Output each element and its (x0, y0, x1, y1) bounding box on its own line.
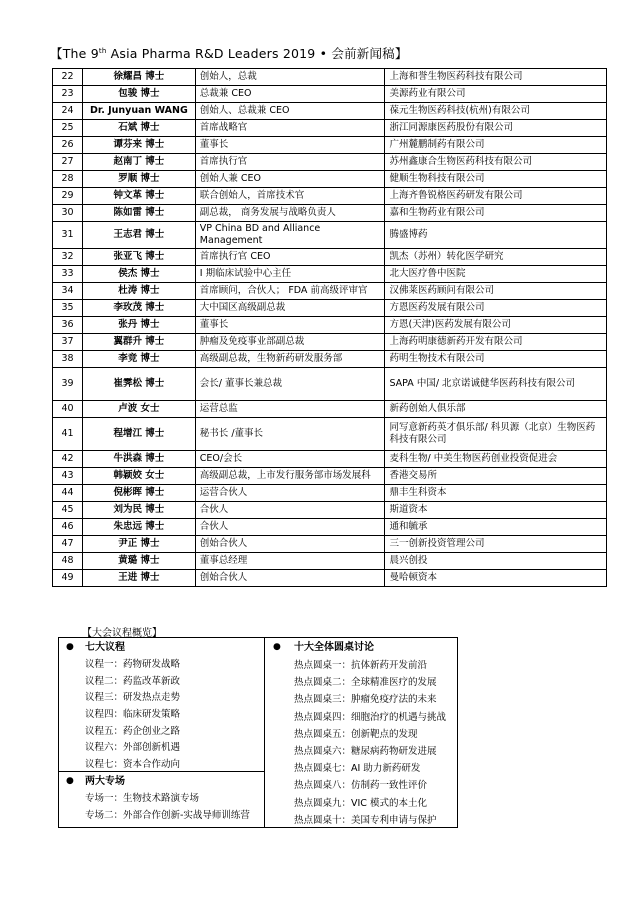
agenda-right-column (265, 638, 457, 827)
table-row (53, 502, 607, 519)
row-number: 49 (53, 570, 83, 587)
table-row (53, 300, 607, 317)
table-row (53, 570, 607, 587)
attendee-title: 大中国区高级副总裁 (195, 300, 385, 317)
attendee-name: Dr. Junyuan WANG (82, 103, 195, 120)
attendee-name: 倪彬晖 博士 (82, 485, 195, 502)
row-number: 43 (53, 468, 83, 485)
attendee-title: 创始人、总裁兼 CEO (195, 103, 385, 120)
attendee-organization: 广州麓鹏制药有限公司 (385, 137, 607, 154)
attendee-name: 朱忠远 博士 (82, 519, 195, 536)
row-number: 48 (53, 553, 83, 570)
row-number: 37 (53, 334, 83, 351)
roundtable-item: 热点圆桌七：AI 助力新药研发 (294, 763, 421, 775)
sessions-block (59, 771, 265, 824)
attendee-title: 总裁兼 CEO (195, 86, 385, 103)
attendee-title: I 期临床试验中心主任 (195, 266, 385, 283)
attendee-name: 刘为民 博士 (82, 502, 195, 519)
page-header (50, 44, 408, 62)
table-row (53, 120, 607, 137)
attendee-name: 杜涛 博士 (82, 283, 195, 300)
row-number: 40 (53, 401, 83, 418)
attendee-organization: 晨兴创投 (385, 553, 607, 570)
attendee-organization: 嘉和生物药业有限公司 (385, 205, 607, 222)
attendee-name: 牛洪森 博士 (82, 451, 195, 468)
table-row (53, 451, 607, 468)
table-row (53, 171, 607, 188)
roundtable-item: 热点圆桌二：全球精准医疗的发展 (294, 677, 437, 689)
sessions-heading (59, 772, 265, 791)
attendee-name: 陈如雷 博士 (82, 205, 195, 222)
attendee-title: CEO/会长 (195, 451, 385, 468)
roundtable-item: 热点圆桌一：抗体新药开发前沿 (294, 660, 428, 671)
table-row (53, 86, 607, 103)
bullet-icon: ● (66, 776, 74, 786)
bullet-icon: ● (273, 642, 281, 652)
row-number: 31 (53, 222, 83, 249)
attendee-organization: 上海和誉生物医药科技有限公司 (385, 69, 607, 86)
roundtable-item: 热点圆桌十：美国专利申请与保护 (294, 814, 437, 826)
table-row (53, 351, 607, 368)
attendee-name: 黄璐 博士 (82, 553, 195, 570)
attendee-organization: 凯杰（苏州）转化医学研究 (385, 249, 607, 266)
table-row (53, 154, 607, 171)
row-number: 41 (53, 418, 83, 451)
row-number: 42 (53, 451, 83, 468)
row-number: 35 (53, 300, 83, 317)
row-number: 23 (53, 86, 83, 103)
attendee-name: 徐耀昌 博士 (82, 69, 195, 86)
attendee-title: 董事长 (195, 137, 385, 154)
row-number: 26 (53, 137, 83, 154)
attendee-organization: 美源药业有限公司 (385, 86, 607, 103)
attendee-name: 侯杰 博士 (82, 266, 195, 283)
attendee-title: 合伙人 (195, 519, 385, 536)
attendee-name: 尹正 博士 (82, 536, 195, 553)
roundtable-item: 热点圆桌三：肿瘤免疫疗法的未来 (294, 694, 437, 706)
bullet-icon: ● (66, 642, 74, 652)
attendee-name: 张亚飞 博士 (82, 249, 195, 266)
roundtable-item: 热点圆桌八：仿制药一致性评价 (294, 780, 428, 792)
agenda-caption: 【大会议程概览】 (82, 628, 162, 639)
attendee-title: 肿瘤及免疫事业部副总裁 (195, 334, 385, 351)
sessions-list (59, 791, 265, 824)
attendee-name: 王进 博士 (82, 570, 195, 587)
table-row (53, 334, 607, 351)
attendee-organization: 腾盛博药 (385, 222, 607, 249)
attendee-title: 秘书长 /董事长 (195, 418, 385, 451)
attendee-title: 运营总监 (195, 401, 385, 418)
row-number: 44 (53, 485, 83, 502)
row-number: 32 (53, 249, 83, 266)
attendee-organization: 方恩(天津)医药发展有限公司 (385, 317, 607, 334)
roundtable-item: 热点圆桌六：糖尿病药物研发进展 (294, 745, 437, 757)
row-number: 39 (53, 368, 83, 401)
attendee-title: 董事总经理 (195, 553, 385, 570)
attendee-title: 首席顾问，合伙人； FDA 前高级评审官 (195, 283, 385, 300)
attendee-title: 首席执行官 (195, 154, 385, 171)
attendee-organization: 葆元生物医药科技(杭州)有限公司 (385, 103, 607, 120)
row-number: 33 (53, 266, 83, 283)
row-number: 28 (53, 171, 83, 188)
table-row (53, 418, 607, 451)
issue-item: 议程三：研发热点走势 (85, 692, 181, 704)
attendee-organization: 鼎丰生科资本 (385, 485, 607, 502)
attendee-title: 创始合伙人 (195, 536, 385, 553)
table-row (53, 536, 607, 553)
attendee-title: 联合创始人，首席技术官 (195, 188, 385, 205)
issue-item: 议程六：外部创新机遇 (85, 742, 181, 754)
attendee-title: 创始合伙人 (195, 570, 385, 587)
attendee-organization: 通和毓承 (385, 519, 607, 536)
attendee-organization: 方恩医药发展有限公司 (385, 300, 607, 317)
table-row (53, 222, 607, 249)
header-prefix: 【The 9 (50, 46, 99, 61)
attendee-title: 会长/ 董事长兼总裁 (195, 368, 385, 401)
attendee-organization: 同写意新药英才俱乐部/ 科贝源（北京）生物医药科技有限公司 (385, 418, 607, 451)
table-row (53, 401, 607, 418)
issue-item: 议程七：资本合作动向 (85, 759, 181, 771)
attendee-name: 谭芬来 博士 (82, 137, 195, 154)
attendee-organization: 苏州鑫康合生物医药科技有限公司 (385, 154, 607, 171)
table-row (53, 485, 607, 502)
attendee-organization: 药明生物技术有限公司 (385, 351, 607, 368)
sessions-title: 两大专场 (85, 776, 125, 787)
attendee-name: 程增江 博士 (82, 418, 195, 451)
roundtable-item: 热点圆桌九：VIC 模式的本土化 (294, 797, 427, 809)
attendee-title: 首席执行官 CEO (195, 249, 385, 266)
attendee-organization: 健顺生物科技有限公司 (385, 171, 607, 188)
roundtables-heading (265, 638, 457, 657)
row-number: 25 (53, 120, 83, 137)
session-item: 专场一：生物技术路演专场 (85, 793, 200, 804)
attendee-title: VP China BD and Alliance Management (195, 222, 385, 249)
table-row (53, 137, 607, 154)
attendee-organization: 斯道资本 (385, 502, 607, 519)
attendee-table (52, 68, 607, 587)
attendee-organization: 新药创始人俱乐部 (385, 401, 607, 418)
attendee-title: 高级副总裁，生物新药研发服务部 (195, 351, 385, 368)
attendee-title: 创始人兼 CEO (195, 171, 385, 188)
table-row (53, 317, 607, 334)
issues-heading (59, 638, 264, 657)
row-number: 38 (53, 351, 83, 368)
attendee-name: 张丹 博士 (82, 317, 195, 334)
attendee-name: 韩颖姣 女士 (82, 468, 195, 485)
attendee-organization: 上海药明康德新药开发有限公司 (385, 334, 607, 351)
attendee-title: 首席战略官 (195, 120, 385, 137)
attendee-name: 赵南丁 博士 (82, 154, 195, 171)
row-number: 30 (53, 205, 83, 222)
row-number: 29 (53, 188, 83, 205)
attendee-name: 崔霁松 博士 (82, 368, 195, 401)
row-number: 45 (53, 502, 83, 519)
issue-item: 议程四：临床研发策略 (85, 709, 181, 721)
attendee-organization: 北大医疗鲁中医院 (385, 266, 607, 283)
agenda-box (58, 637, 458, 828)
table-row (53, 519, 607, 536)
attendee-organization: 上海齐鲁锐格医药研发有限公司 (385, 188, 607, 205)
attendee-organization: 三一创新投资管理公司 (385, 536, 607, 553)
row-number: 27 (53, 154, 83, 171)
issue-item: 议程二：药监改革新政 (85, 675, 181, 687)
attendee-name: 李竞 博士 (82, 351, 195, 368)
table-row (53, 468, 607, 485)
issue-item: 议程五：药企创业之路 (85, 725, 181, 737)
issue-item: 议程一：药物研发战略 (85, 659, 181, 670)
table-row (53, 266, 607, 283)
attendee-name: 翼群升 博士 (82, 334, 195, 351)
attendee-name: 李玫茂 博士 (82, 300, 195, 317)
roundtables-list (265, 657, 457, 829)
header-superscript: th (98, 46, 107, 55)
table-row (53, 249, 607, 266)
attendee-title: 运营合伙人 (195, 485, 385, 502)
roundtables-title: 十大全体圆桌讨论 (294, 642, 374, 653)
attendee-name: 王志君 博士 (82, 222, 195, 249)
table-row (53, 103, 607, 120)
attendee-name: 包骏 博士 (82, 86, 195, 103)
table-row (53, 553, 607, 570)
attendee-name: 石斌 博士 (82, 120, 195, 137)
table-row (53, 368, 607, 401)
issues-list (59, 657, 264, 774)
attendee-title: 高级副总裁，上市发行服务部市场发展科 (195, 468, 385, 485)
attendee-name: 罗顺 博士 (82, 171, 195, 188)
table-row (53, 69, 607, 86)
attendee-title: 副总裁， 商务发展与战略负责人 (195, 205, 385, 222)
row-number: 47 (53, 536, 83, 553)
table-row (53, 188, 607, 205)
table-row (53, 283, 607, 300)
attendee-organization: 香港交易所 (385, 468, 607, 485)
issues-title: 七大议程 (85, 642, 125, 653)
row-number: 34 (53, 283, 83, 300)
header-suffix: Asia Pharma R&D Leaders 2019 • 会前新闻稿】 (106, 46, 408, 61)
row-number: 36 (53, 317, 83, 334)
roundtable-item: 热点圆桌五：创新靶点的发现 (294, 728, 418, 740)
attendee-title: 创始人，总裁 (195, 69, 385, 86)
attendee-title: 董事长 (195, 317, 385, 334)
attendee-organization: 汉佛莱医药顾问有限公司 (385, 283, 607, 300)
row-number: 46 (53, 519, 83, 536)
roundtable-item: 热点圆桌四：细胞治疗的机遇与挑战 (294, 711, 447, 723)
row-number: 24 (53, 103, 83, 120)
agenda-left-column (59, 638, 265, 827)
attendee-organization: 浙江同源康医药股份有限公司 (385, 120, 607, 137)
attendee-title: 合伙人 (195, 502, 385, 519)
row-number: 22 (53, 69, 83, 86)
attendee-organization: SAPA 中国/ 北京诺诚健华医药科技有限公司 (385, 368, 607, 401)
session-item: 专场二：外部合作创新-实战导师训练营 (85, 809, 250, 821)
attendee-name: 钟文革 博士 (82, 188, 195, 205)
attendee-name: 卢波 女士 (82, 401, 195, 418)
table-row (53, 205, 607, 222)
attendee-organization: 曼哈顿资本 (385, 570, 607, 587)
attendee-organization: 麦科生物/ 中美生物医药创业投资促进会 (385, 451, 607, 468)
